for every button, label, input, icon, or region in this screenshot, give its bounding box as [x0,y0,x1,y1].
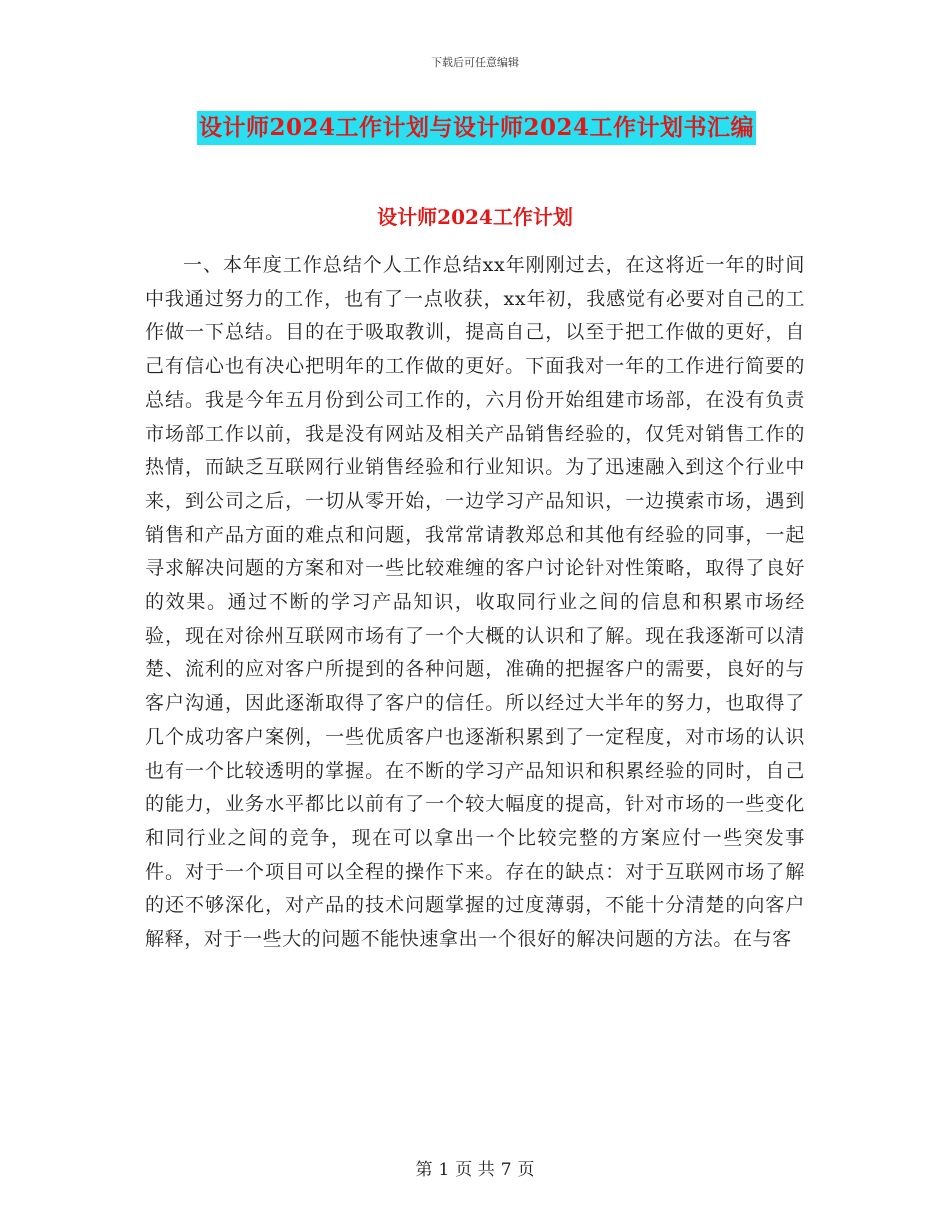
page-footer [0,1155,950,1180]
header-note: 下载后可任意编辑 [431,56,519,69]
page-label-suffix: 页 [517,1160,535,1180]
document-title: 设计师2024工作计划与设计师2024工作计划书汇编 [197,111,756,145]
current-page-number: 1 [438,1160,450,1180]
body-paragraph: 一、本年度工作总结个人工作总结xx年刚刚过去，在这将近一年的时间中我通过努力的工作，也有了一点收获，xx年初，我感觉有必要对自己的工作做一下总结。目的在于吸取教训，提高自己，以至于把工作做的更好，自己有信心也有决心把明年的工作做的更好。下面我对一年的工作进行简要的总结。我是今年五月份到公司工作的，六月份开始组建市场部，在没有负责市场部工作以前，我是没有网站及相关产品销售经验的，仅凭对销售工作的热情，而缺乏互联网行业销售经验和行业知识。为了迅速融入到这个行业中来，到公司之后，一切从零开始，一边学习产品知识，一边摸索市场，遇到销售和产品方面的难点和问题，我常常请教郑总和其他有经验的同事，一起寻求解决问题的方案和对一些比较难缠的客户讨论针对性策略，取得了良好的效果。通过不断的学习产品知识，收取同行业之间的信息和积累市场经验，现在对徐州互联网市场有了一个大概的认识和了解。现在我逐渐可以清楚、流利的应对客户所提到的各种问题，准确的把握客户的需要，良好的与客户沟通，因此逐渐取得了客户的信任。所以经过大半年的努力，也取得了几个成功客户案例，一些优质客户也逐渐积累到了一定程度，对市场的认识也有一个比较透明的掌握。在不断的学习产品知识和积累经验的同时，自己的能力，业务水平都比以前有了一个较大幅度的提高，针对市场的一些变化和同行业之间的竞争，现在可以拿出一个比较完整的方案应付一些突发事件。对于一个项目可以全程的操作下来。存在的缺点：对于互联网市场了解的还不够深化，对产品的技术问题掌握的过度薄弱，不能十分清楚的向客户解释，对于一些大的问题不能快速拿出一个很好的解决问题的方法。在与客 [145,254,805,951]
page-label-prefix: 第 [415,1160,433,1180]
page-label-mid: 页 共 [455,1160,495,1180]
section-title: 设计师2024工作计划 [377,205,573,229]
document-title-container [197,111,801,145]
total-pages-number: 7 [500,1160,512,1180]
